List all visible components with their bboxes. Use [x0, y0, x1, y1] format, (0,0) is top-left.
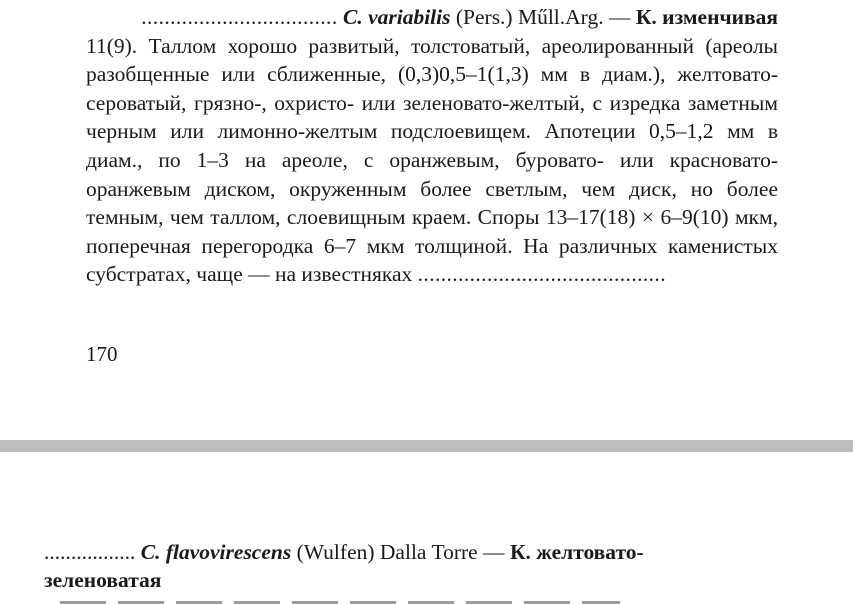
dot-leader: ................. [44, 540, 136, 564]
species-description: 11(9). Таллом хорошо развитый, толстоватый, ареолированный (ареолы разобщенные или сближенные, (0,3)0,5–1(1,3) мм в диам.), желтовато-сероватый, грязно-, охристо- или зеленовато-желтый, с изредка заметным черным или лимонно-желтым подслоевищем. Апотеции 0,5–1,2 мм в диам., по 1–3 на ареоле, с оранжевым, буровато- или красновато-оранжевым диском, окруженным более светлым, чем диск, но более темным, чем таллом, слоевищным краем. Споры 13–17(18) × 6–9(10) мкм, поперечная перегородка 6–7 мкм толщиной. На различных каменистых субстратах, чаще — на известняках [86, 33, 778, 287]
species-authority: (Pers.) Műll.Arg. — [450, 5, 636, 29]
species-entry-variabilis [86, 3, 778, 289]
clipped-text-line [60, 596, 620, 604]
common-name: К. изменчивая [635, 5, 778, 29]
page-number: 170 [86, 342, 118, 366]
dot-leader: .................................. [141, 5, 338, 29]
species-entry-flavovirescens [44, 538, 804, 594]
species-authority: (Wulfen) Dalla Torre — [291, 540, 510, 564]
trailing-dot-leader: ........................................... [417, 262, 666, 287]
entry-heading-line [86, 3, 778, 32]
species-name: C. variabilis [342, 5, 451, 29]
page-separator [0, 440, 853, 452]
common-name: К. желтовато- [509, 540, 644, 564]
common-name-continued: зеленоватая [44, 568, 162, 592]
species-name: C. flavovirescens [140, 540, 292, 564]
